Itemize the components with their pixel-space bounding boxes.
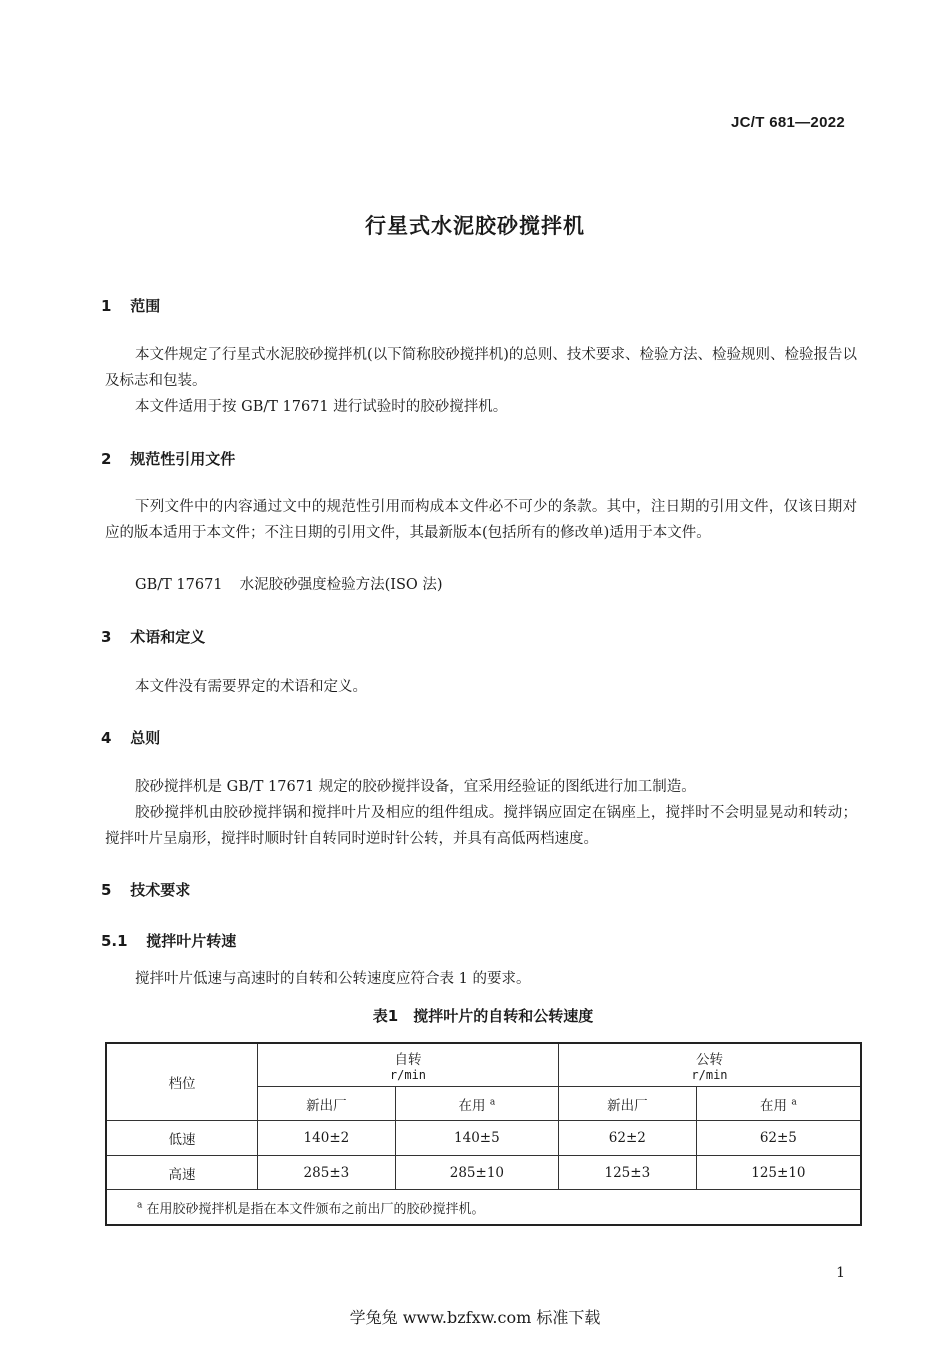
section-number: 1 <box>101 297 112 315</box>
revolution-unit: r/min <box>691 1068 728 1082</box>
section-5-1-paragraph-1: 搅拌叶片低速与高速时的自转和公转速度应符合表 1 的要求。 <box>135 971 531 987</box>
section-title: 术语和定义 <box>130 628 206 646</box>
section-1-paragraph-2: 本文件适用于按 GB/T 17671 进行试验时的胶砂搅拌机。 <box>135 399 508 415</box>
watermark-footer: 学兔兔 www.bzfxw.com 标准下载 <box>349 1308 601 1327</box>
section-4-heading <box>101 727 160 748</box>
section-3-paragraph-1: 本文件没有需要界定的术语和定义。 <box>135 679 367 695</box>
table-row <box>106 1121 861 1156</box>
table-row <box>106 1156 861 1190</box>
section-title: 技术要求 <box>130 881 191 899</box>
header-rotation-new: 新出厂 <box>258 1087 396 1121</box>
header-gear: 档位 <box>106 1043 258 1121</box>
footnote-mark: a <box>137 1200 143 1211</box>
rotation-in-use-cell: 140±5 <box>395 1121 558 1156</box>
section-title: 总则 <box>130 729 161 747</box>
in-use-label: 在用 <box>760 1097 788 1114</box>
header-rotation <box>258 1043 559 1087</box>
section-number: 5 <box>101 881 112 899</box>
section-4-paragraph-2: 胶砂搅拌机由胶砂搅拌锅和搅拌叶片及相应的组件组成。搅拌锅应固定在锅座上，搅拌时不会明显晃动和转动；搅拌叶片呈扇形，搅拌时顺时针自转同时逆时针公转，并具有高低两档速度。 <box>105 805 857 847</box>
section-1-paragraph-1: 本文件规定了行星式水泥胶砂搅拌机(以下简称胶砂搅拌机)的总则、技术要求、检验方法、检验规则、检验报告以及标志和包装。 <box>105 347 857 389</box>
rotation-new-cell: 285±3 <box>258 1156 396 1190</box>
rotation-unit: r/min <box>389 1068 427 1082</box>
section-3-heading <box>101 626 205 647</box>
header-revolution-in-use <box>696 1087 861 1121</box>
section-number: 5.1 <box>101 932 128 950</box>
section-title: 规范性引用文件 <box>130 450 236 468</box>
header-revolution-new: 新出厂 <box>558 1087 696 1121</box>
gear-cell: 低速 <box>106 1121 258 1156</box>
normative-reference <box>135 573 443 594</box>
revolution-in-use-cell: 62±5 <box>696 1121 861 1156</box>
section-5-1-heading <box>101 930 236 951</box>
revolution-new-cell: 62±2 <box>558 1121 696 1156</box>
footnote-text: 在用胶砂搅拌机是指在本文件颁布之前出厂的胶砂搅拌机。 <box>146 1201 485 1217</box>
section-number: 4 <box>101 729 112 747</box>
footnote-mark: a <box>791 1097 797 1107</box>
section-4-paragraph-1: 胶砂搅拌机是 GB/T 17671 规定的胶砂搅拌设备，宜采用经验证的图纸进行加工制造。 <box>135 779 696 795</box>
table-caption: 表1 搅拌叶片的自转和公转速度 <box>372 1007 594 1025</box>
rotation-in-use-cell: 285±10 <box>395 1156 558 1190</box>
header-revolution <box>558 1043 861 1087</box>
section-5-heading <box>101 879 190 900</box>
revolution-in-use-cell: 125±10 <box>696 1156 861 1190</box>
section-title: 范围 <box>130 297 161 315</box>
section-number: 2 <box>101 450 112 468</box>
rotation-new-cell: 140±2 <box>258 1121 396 1156</box>
page-number: 1 <box>836 1265 845 1281</box>
reference-code: GB/T 17671 <box>135 577 223 593</box>
section-1-heading <box>101 295 160 316</box>
revolution-label: 公转 <box>695 1052 723 1068</box>
document-title: 行星式水泥胶砂搅拌机 <box>365 214 585 238</box>
section-title: 搅拌叶片转速 <box>146 932 237 950</box>
header-rotation-in-use <box>395 1087 558 1121</box>
table-footnote <box>106 1190 861 1226</box>
section-2-heading <box>101 448 235 469</box>
rotation-label: 自转 <box>394 1052 422 1068</box>
section-number: 3 <box>101 628 112 646</box>
standard-code: JC/T 681—2022 <box>731 114 845 131</box>
footnote-mark: a <box>489 1097 496 1107</box>
section-2-paragraph-1: 下列文件中的内容通过文中的规范性引用而构成本文件必不可少的条款。其中，注日期的引用文件，仅该日期对应的版本适用于本文件；不注日期的引用文件，其最新版本(包括所有的修改单)适用于本文件。 <box>105 499 857 541</box>
reference-title: 水泥胶砂强度检验方法(ISO 法) <box>239 577 443 593</box>
in-use-label: 在用 <box>458 1097 486 1114</box>
speed-table <box>105 1042 862 1226</box>
gear-cell: 高速 <box>106 1156 258 1190</box>
revolution-new-cell: 125±3 <box>558 1156 696 1190</box>
